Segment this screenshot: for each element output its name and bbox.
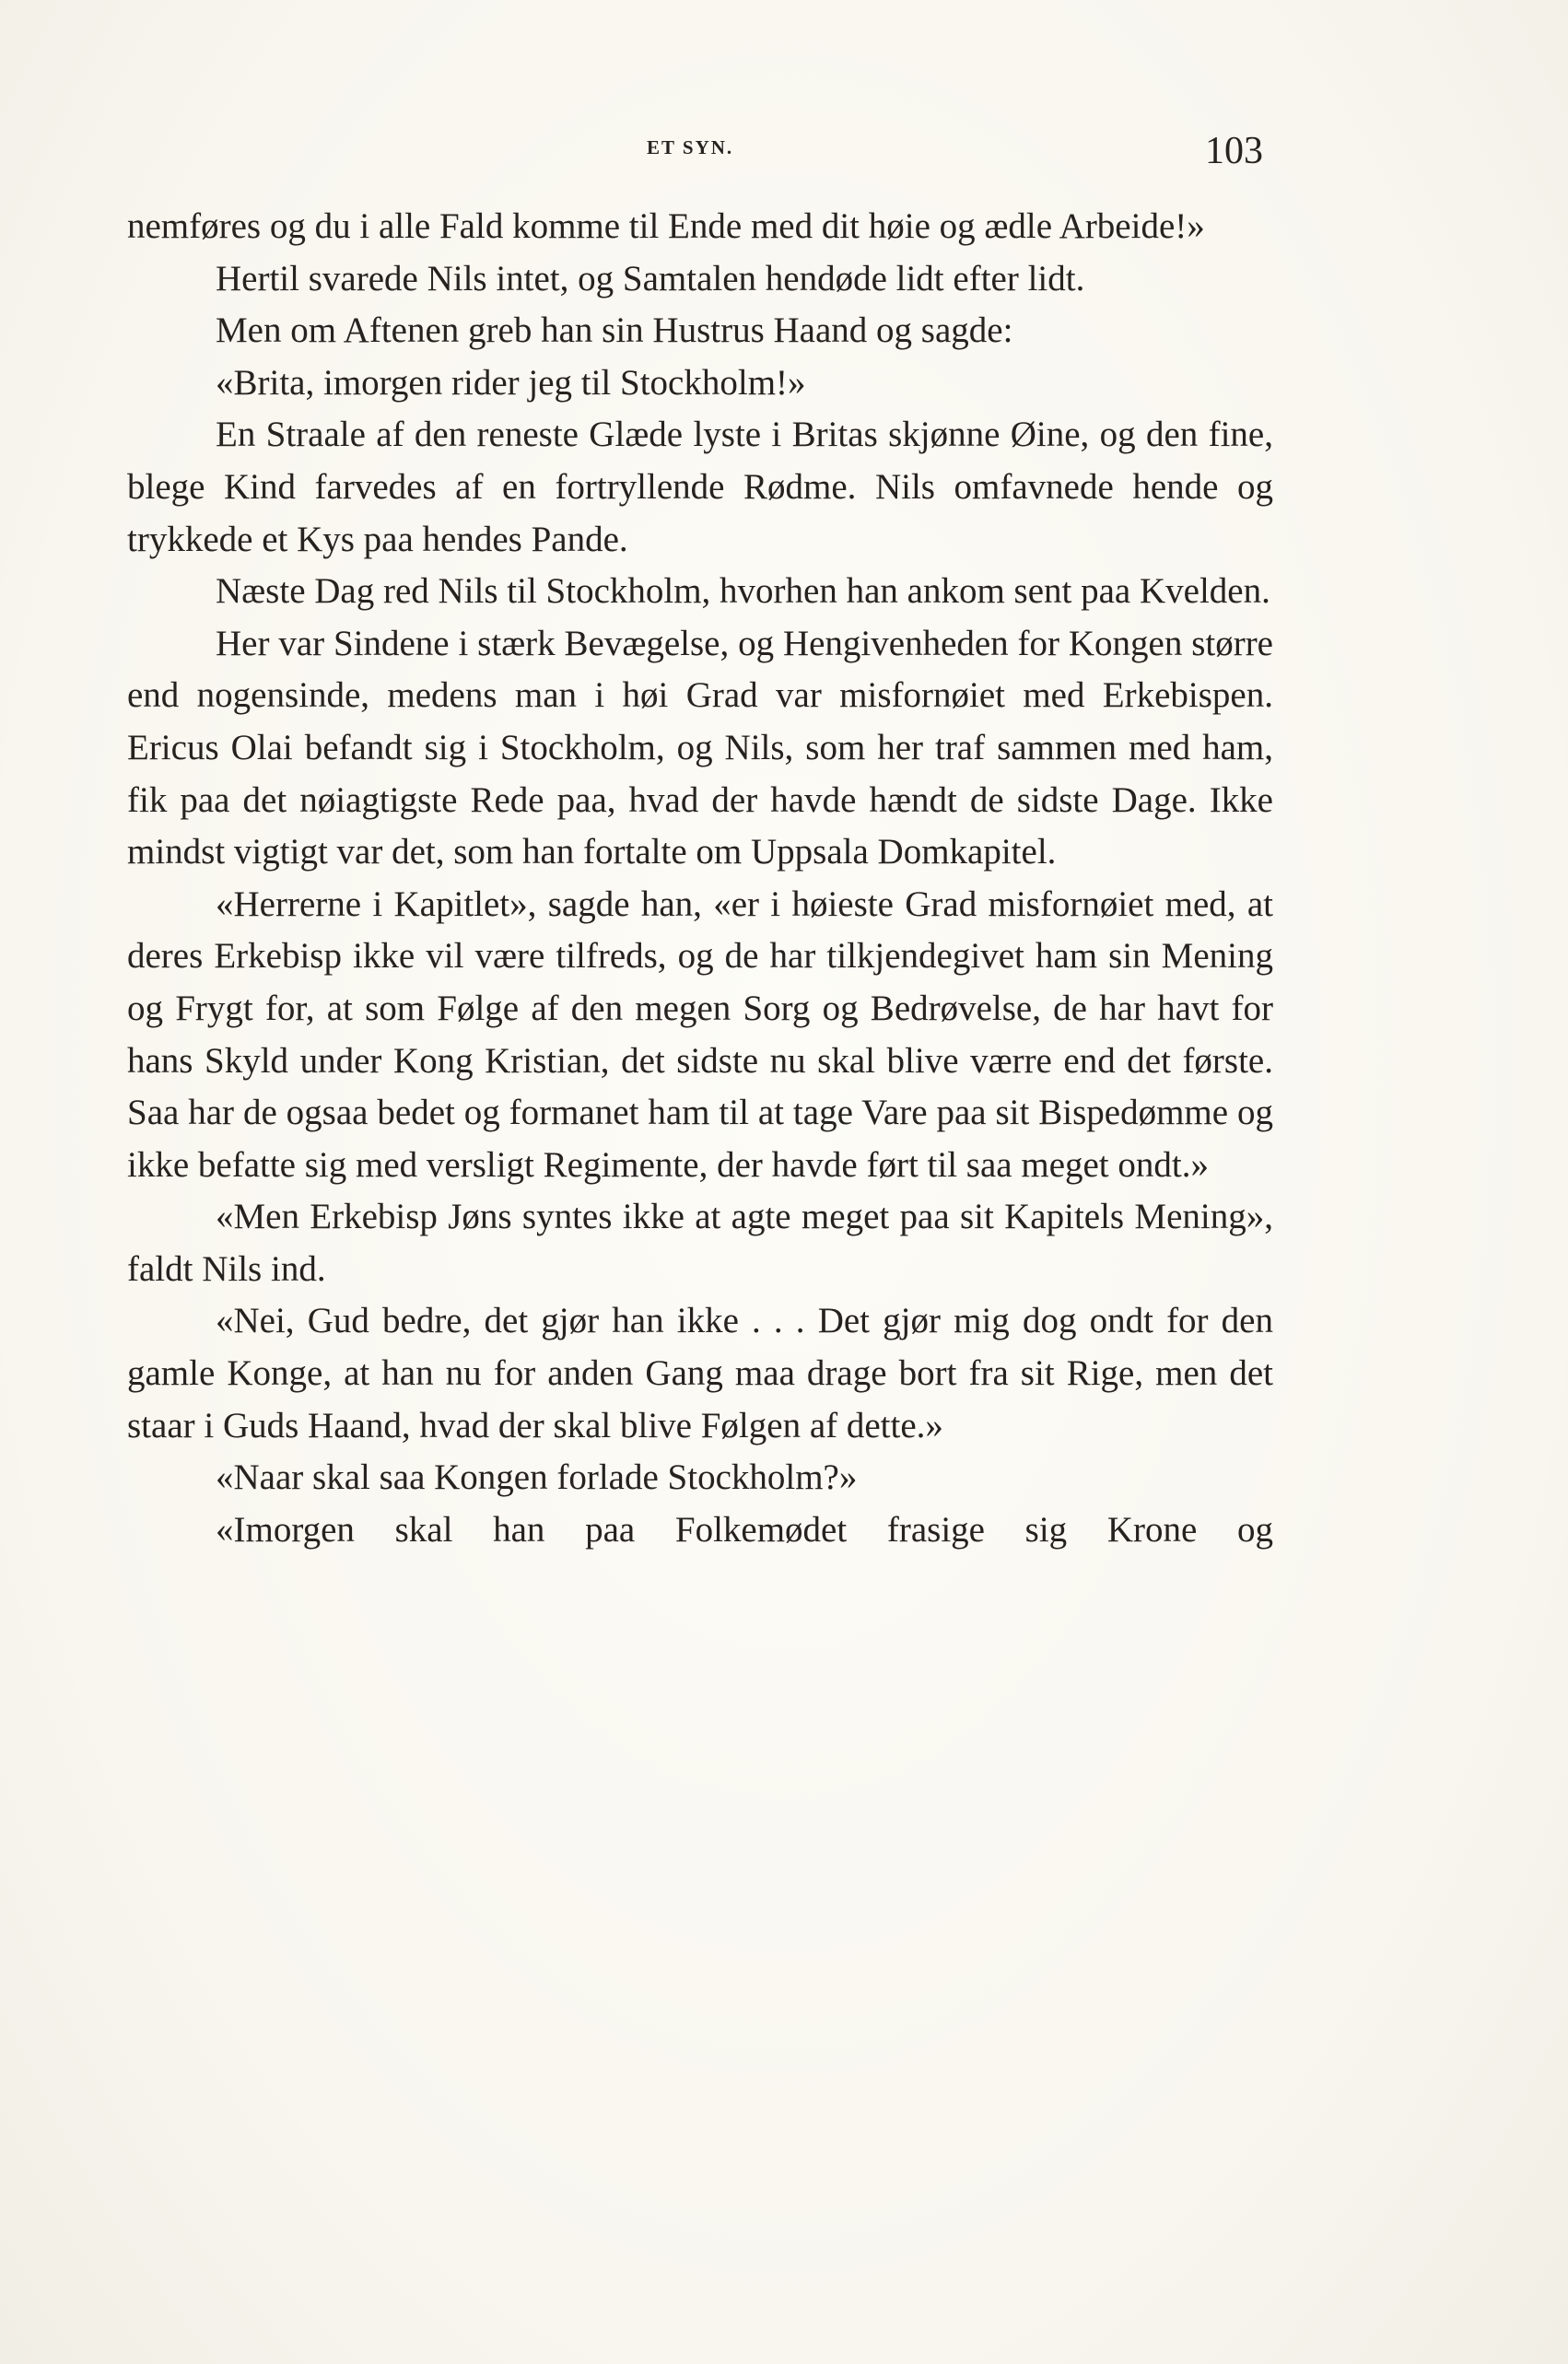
paragraph: «Herrerne i Kapitlet», sagde han, «er i høieste Grad misfornøiet med, at deres Erkebisp ikke vil være tilfreds, og de har tilkjendegivet ham sin Mening og Frygt for, at som Følge af den megen Sorg og Bedrøvelse, de har havt for hans Skyld under Kong Kristian, det sidste nu skal blive værre end det første. Saa har de ogsaa bedet og formanet ham til at tage Vare paa sit Bispedømme og ikke befatte sig med versligt Regimente, der havde ført til saa meget ondt.» xyxy=(127,884,1273,1185)
paragraph: «Imorgen skal han paa Folkemødet frasige sig Krone og xyxy=(216,1509,1273,1550)
paragraph: «Naar skal saa Kongen forlade Stockholm?» xyxy=(216,1457,858,1498)
paragraph: «Brita, imorgen rider jeg til Stockholm!» xyxy=(216,362,806,403)
paragraph: Hertil svarede Nils intet, og Samtalen hendøde lidt efter lidt. xyxy=(216,258,1085,298)
body-text xyxy=(127,201,1273,1556)
page-header xyxy=(0,129,1568,184)
paragraph: En Straale af den reneste Glæde lyste i Britas skjønne Øine, og den fine, blege Kind farvedes af en fortryllende Rødme. Nils omfavnede hende og trykkede et Kys paa hendes Pande. xyxy=(127,415,1273,559)
paragraph: Men om Aftenen greb han sin Hustrus Haand og sagde: xyxy=(216,310,1013,351)
paragraph: Næste Dag red Nils til Stockholm, hvorhen han ankom sent paa Kvelden. xyxy=(216,571,1270,612)
paragraph: Her var Sindene i stærk Bevægelse, og Hengivenheden for Kongen større end nogensinde, medens man i høi Grad var misfornøiet med Erkebispen. Ericus Olai befandt sig i Stockholm, og Nils, som her traf sammen med ham, fik paa det nøiagtigste Rede paa, hvad der havde hændt de sidste Dage. Ikke mindst vigtigt var det, som han fortalte om Uppsala Domkapitel. xyxy=(127,623,1273,872)
paragraph: nemføres og du i alle Fald komme til Ende med dit høie og ædle Arbeide!» xyxy=(127,206,1205,246)
running-title: ET SYN. xyxy=(647,136,734,158)
page-number: 103 xyxy=(1205,130,1263,172)
paragraph: «Men Erkebisp Jøns syntes ikke at agte meget paa sit Kapitels Mening», faldt Nils ind. xyxy=(127,1197,1273,1289)
paragraph: «Nei, Gud bedre, det gjør han ikke . . . Det gjør mig dog ondt for den gamle Konge, at han nu for anden Gang maa drage bort fra sit Rige, men det staar i Guds Haand, hvad der skal blive Følgen af dette.» xyxy=(127,1301,1273,1445)
